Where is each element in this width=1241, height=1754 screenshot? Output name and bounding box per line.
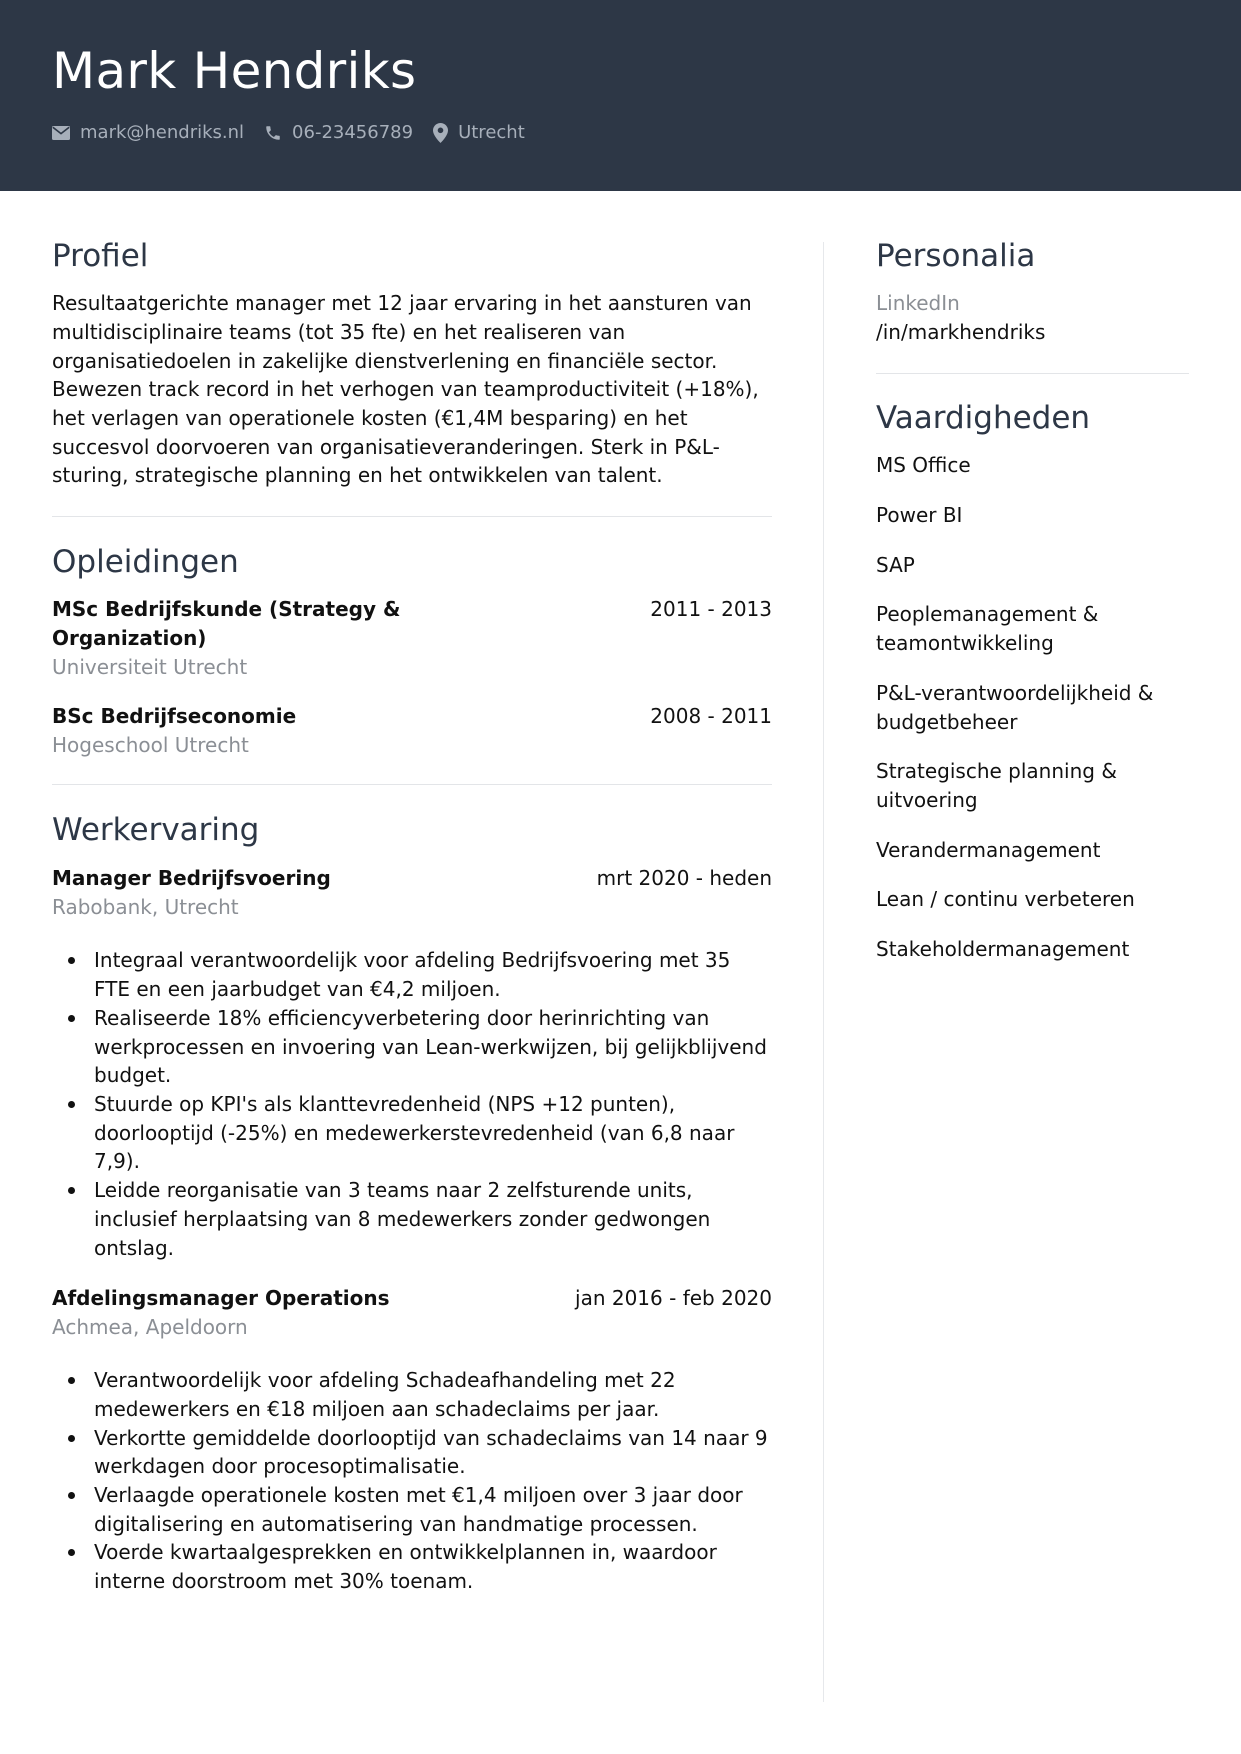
education-dates: 2011 - 2013 (650, 597, 772, 622)
section-divider (52, 516, 772, 517)
job-achievements (52, 1366, 772, 1596)
skill-item: MS Office (876, 453, 971, 478)
profile-heading: Profiel (52, 238, 149, 274)
education-school: Hogeschool Utrecht (52, 733, 249, 758)
job-dates: jan 2016 - feb 2020 (575, 1286, 772, 1311)
skill-item: Stakeholdermanagement (876, 937, 1130, 962)
skills-list (876, 451, 1189, 963)
skill-item: Verandermanagement (876, 837, 1101, 862)
location-text: Utrecht (458, 122, 525, 143)
skill-item: SAP (876, 552, 915, 577)
job-dates: mrt 2020 - heden (596, 866, 772, 891)
map-pin-icon (433, 123, 448, 143)
candidate-name: Mark Hendriks (52, 42, 417, 100)
job-company: Achmea, Apeldoorn (52, 1315, 248, 1340)
skills-section (876, 400, 1189, 964)
header (0, 0, 1241, 191)
achievement-item: Verkortte gemiddelde doorlooptijd van schadeclaims van 14 naar 9 werkdagen door procesoptimalisatie. (52, 1424, 772, 1481)
education-entry (52, 595, 772, 682)
job-role: Afdelingsmanager Operations (52, 1286, 390, 1311)
achievement-item: Integraal verantwoordelijk voor afdeling Bedrijfsvoering met 35 FTE en een jaarbudget van €4,2 miljoen. (52, 946, 772, 1003)
experience-heading: Werkervaring (52, 812, 260, 849)
main-column (52, 238, 772, 1596)
section-divider (876, 373, 1189, 374)
job-role: Manager Bedrijfsvoering (52, 866, 331, 891)
sidebar-column (876, 238, 1189, 985)
skill-item: Peoplemanagement & teamontwikkeling (876, 602, 1099, 656)
achievement-item: Stuurde op KPI's als klanttevredenheid (NPS +12 punten), doorlooptijd (-25%) en medewerkerstevredenheid (van 6,8 naar 7,9). (52, 1090, 772, 1176)
education-entry (52, 702, 772, 760)
job-entry (52, 1284, 772, 1596)
phone-text: 06-23456789 (292, 122, 414, 143)
achievement-item: Leidde reorganisatie van 3 teams naar 2 zelfsturende units, inclusief herplaatsing van 8 medewerkers zonder gedwongen ontslag. (52, 1176, 772, 1262)
education-dates: 2008 - 2011 (650, 704, 772, 729)
personal-heading: Personalia (876, 238, 1036, 274)
skill-item: Strategische planning & uitvoering (876, 759, 1117, 812)
education-heading: Opleidingen (52, 544, 239, 581)
linkedin-link[interactable]: /in/markhendriks (876, 320, 1046, 345)
contact-phone[interactable] (264, 122, 413, 143)
achievement-item: Voerde kwartaalgesprekken en ontwikkelplannen in, waardoor interne doorstroom met 30% toenam. (52, 1538, 772, 1595)
contact-email[interactable] (52, 122, 244, 143)
linkedin-label: LinkedIn (876, 291, 960, 316)
achievement-item: Verlaagde operationele kosten met €1,4 miljoen over 3 jaar door digitalisering en automatisering van handmatige processen. (52, 1481, 772, 1538)
skill-item: P&L-verantwoordelijkheid & budgetbeheer (876, 680, 1154, 734)
envelope-icon (52, 126, 70, 140)
job-achievements (52, 946, 772, 1262)
job-entry (52, 864, 772, 1262)
personal-section (876, 238, 1189, 347)
email-text: mark@hendriks.nl (80, 122, 245, 143)
education-degree: BSc Bedrijfseconomie (52, 704, 297, 729)
education-section (52, 544, 772, 760)
profile-summary: Resultaatgerichte manager met 12 jaar ervaring in het aansturen van multidisciplinaire teams (tot 35 fte) en het realiseren van organisatiedoelen in zakelijke dienstverlening en financiële sector. Bewezen track record in het verhogen van teamproductiviteit (+18%), het verlagen van operationele kosten (€1,4M besparing) en het succesvol doorvoeren van organisatieveranderingen. Sterk in P&L-sturing, strategische planning en het ontwikkelen van talent. (52, 291, 759, 488)
skill-item: Lean / continu verbeteren (876, 887, 1135, 912)
section-divider (52, 784, 772, 785)
education-degree: MSc Bedrijfskunde (Strategy & Organization) (52, 597, 401, 651)
achievement-item: Realiseerde 18% efficiencyverbetering door herinrichting van werkprocessen en invoering van Lean-werkwijzen, bij gelijkblijvend budget. (52, 1004, 772, 1090)
skill-item: Power BI (876, 503, 963, 528)
phone-icon (264, 124, 282, 142)
contact-location (433, 122, 525, 143)
profile-section (52, 238, 772, 490)
achievement-item: Verantwoordelijk voor afdeling Schadeafhandeling met 22 medewerkers en €18 miljoen aan schadeclaims per jaar. (52, 1366, 772, 1423)
column-divider (823, 242, 824, 1702)
skills-heading: Vaardigheden (876, 400, 1091, 437)
contact-info (52, 122, 545, 143)
experience-section (52, 812, 772, 1596)
job-company: Rabobank, Utrecht (52, 895, 239, 920)
education-school: Universiteit Utrecht (52, 655, 248, 680)
